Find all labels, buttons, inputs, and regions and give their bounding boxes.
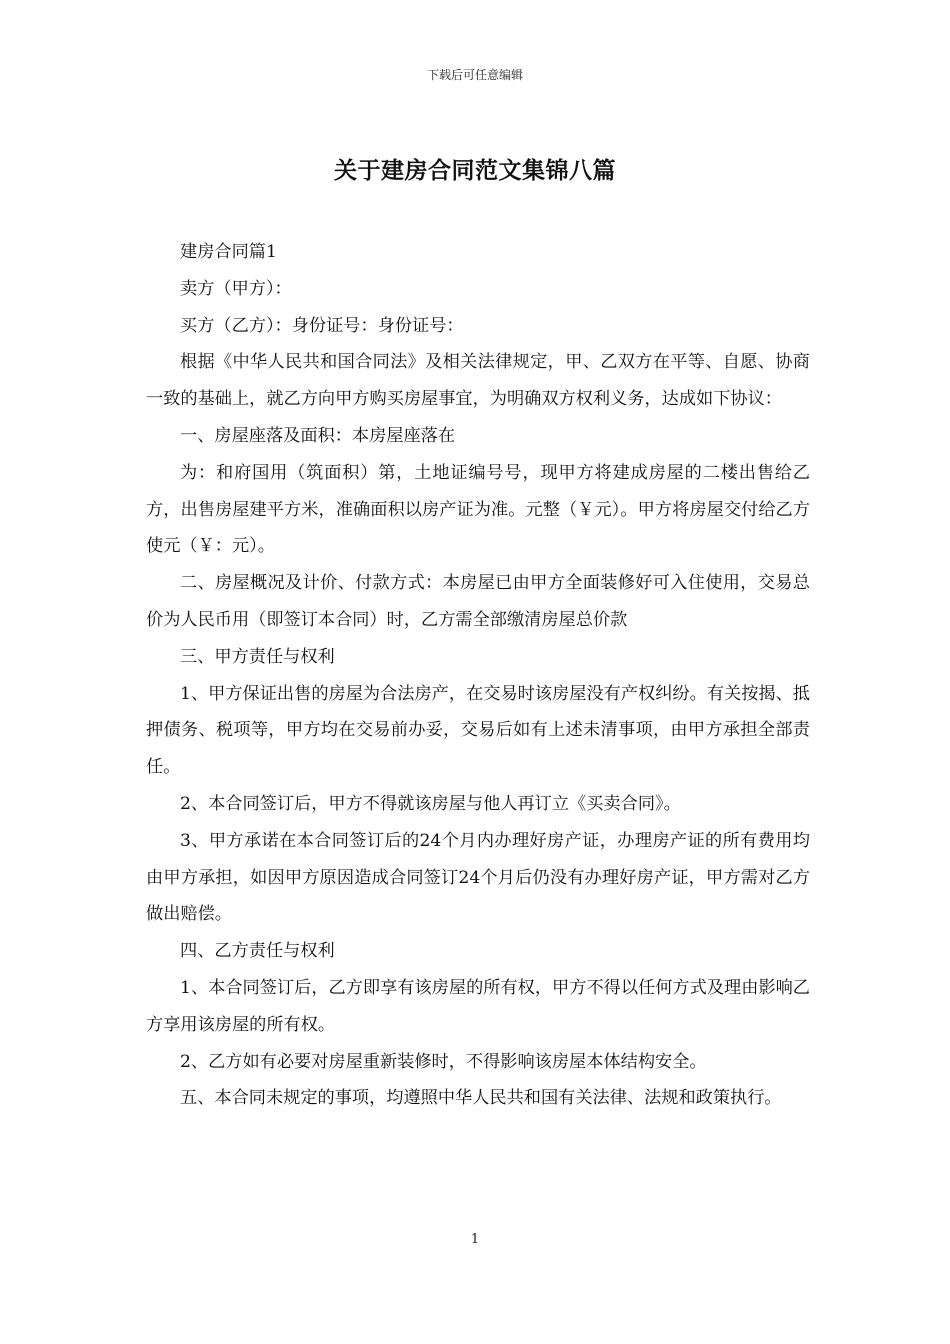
clause-heading: 三、甲方责任与权利 (180, 646, 335, 667)
paragraph: 根据《中华人民共和国合同法》及相关法律规定，甲、乙双方在平等、自愿、协商一致的基础上，就乙方向甲方购买房屋事宜，为明确双方权利义务，达成如下协议： (146, 352, 810, 410)
page-number: 1 (470, 1232, 480, 1247)
paragraph: 1、甲方保证出售的房屋为合法房产，在交易时该房屋没有产权纠纷。有关按揭、抵押债务、税项等，甲方均在交易前办妥，交易后如有上述未清事项，由甲方承担全部责任。 (146, 683, 810, 778)
seller-line: 卖方（甲方）： (180, 278, 292, 299)
clause-heading: 四、乙方责任与权利 (180, 941, 335, 962)
paragraph: 1、本合同签订后，乙方即享有该房屋的所有权，甲方不得以任何方式及理由影响乙方享用该房屋的所有权。 (146, 977, 810, 1035)
clause-heading: 一、房屋座落及面积：本房屋座落在 (180, 425, 456, 446)
header-note: 下载后可任意编辑 (426, 68, 523, 82)
paragraph: 二、房屋概况及计价、付款方式：本房屋已由甲方全面装修好可入住使用，交易总价为人民币用（即签订本合同）时，乙方需全部缴清房屋总价款 (146, 573, 810, 630)
document-title: 关于建房合同范文集锦八篇 (334, 157, 616, 184)
paragraph: 2、本合同签订后，甲方不得就该房屋与他人再订立《买卖合同》。 (180, 793, 681, 814)
paragraph: 为：和府国用（筑面积）第，土地证编号号，现甲方将建成房屋的二楼出售给乙方，出售房屋建平方米，准确面积以房产证为准。元整（￥元）。甲方将房屋交付给乙方使元（￥：元）。 (146, 462, 810, 557)
section-heading: 建房合同篇1 (180, 242, 277, 262)
paragraph: 3、甲方承诺在本合同签订后的24个月内办理好房产证，办理房产证的所有费用均由甲方承担，如因甲方原因造成合同签订24个月后仍没有办理好房产证，甲方需对乙方做出赔偿。 (146, 830, 810, 925)
paragraph: 五、本合同未规定的事项，均遵照中华人民共和国有关法律、法规和政策执行。 (180, 1088, 782, 1109)
document-body (146, 234, 810, 1117)
buyer-line: 买方（乙方）：身份证号：身份证号： (180, 315, 464, 336)
paragraph: 2、乙方如有必要对房屋重新装修时，不得影响该房屋本体结构安全。 (180, 1051, 707, 1072)
